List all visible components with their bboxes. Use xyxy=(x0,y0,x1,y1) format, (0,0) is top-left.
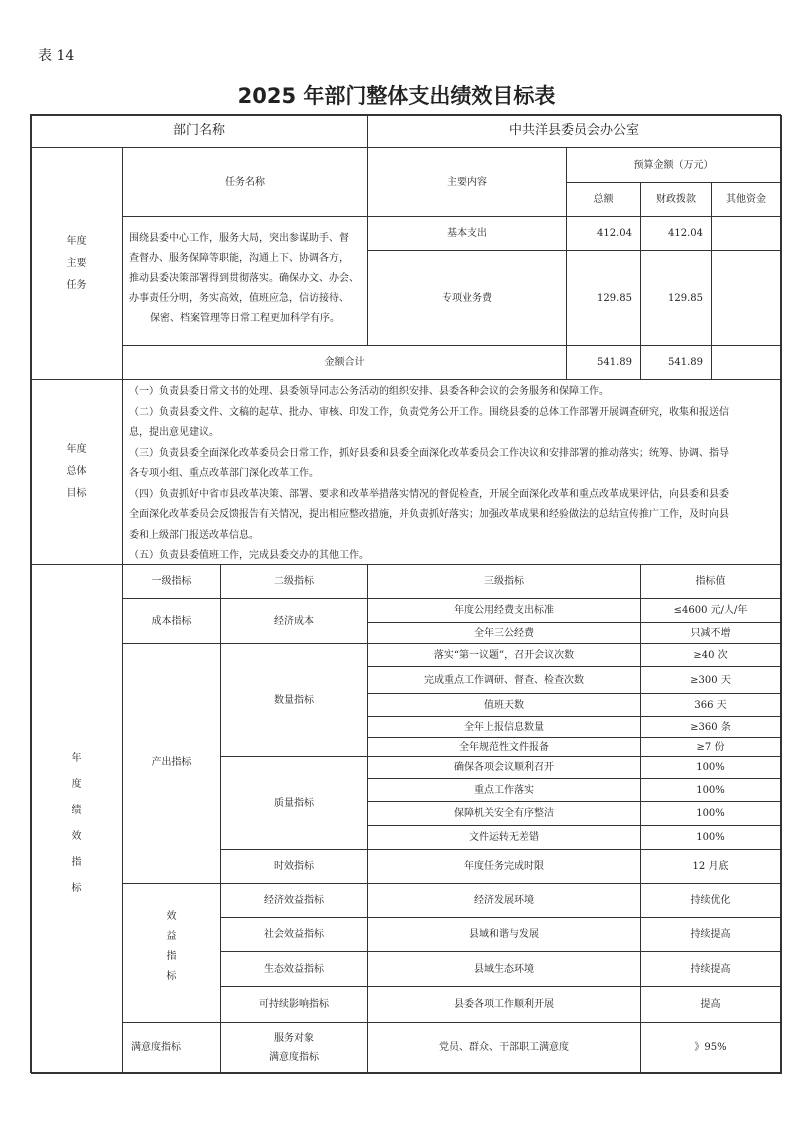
output-level1: 产出指标 xyxy=(122,643,221,884)
indicator-name: 全年三公经费 xyxy=(367,622,641,644)
objective-line: 委和上级部门报送改革信息。 xyxy=(129,529,259,541)
indicator-name: 县委各项工作顺利开展 xyxy=(367,986,641,1023)
benefit-level2: 社会效益指标 xyxy=(220,917,368,952)
header-level2: 二级指标 xyxy=(220,564,368,599)
satisfaction-level2: 服务对象 满意度指标 xyxy=(220,1022,368,1073)
objective-line: （二）负责县委文件、文稿的起草、批办、审核、印发工作，负责党务公开工作。围绕县委的总体工作部署开展调查研究，收集和报送信 xyxy=(129,406,729,418)
header-level3: 三级指标 xyxy=(367,564,641,599)
indicator-value: 12 月底 xyxy=(640,849,781,884)
indicator-value: 100% xyxy=(640,801,781,826)
objectives-text xyxy=(122,379,781,565)
objective-line: 各专项小组、重点改革部门深化改革工作。 xyxy=(129,468,319,479)
col-task-name: 任务名称 xyxy=(122,147,368,217)
indicator-value: 持续提高 xyxy=(640,917,781,952)
timeliness-level2: 时效指标 xyxy=(220,849,368,884)
objective-line: 息，提出意见建议。 xyxy=(129,427,219,438)
indicator-name: 县域和谐与发展 xyxy=(367,917,641,952)
quality-level2: 质量指标 xyxy=(220,756,368,850)
row-basic-fiscal: 412.04 xyxy=(640,216,712,251)
indicator-name: 保障机关安全有序整洁 xyxy=(367,801,641,826)
col-fiscal: 财政拨款 xyxy=(640,182,712,217)
task-description: 围绕县委中心工作，服务大局，突出参谋助手、督 查督办、服务保障等职能，沟通上下、协调各方， 推动县委决策部署得到贯彻落实。确保办文、办会、 办事责任分明，务实高效，值班应急，信访接待、 保密、档案管理等日常工程更加科学有序。 xyxy=(122,216,368,346)
header-value: 指标值 xyxy=(640,564,781,599)
indicator-name: 落实“第一议题”，召开会议次数 xyxy=(367,643,641,667)
indicator-value: 100% xyxy=(640,756,781,779)
indicator-value: ≥7 份 xyxy=(640,737,781,757)
sum-fiscal: 541.89 xyxy=(640,345,712,380)
col-total: 总额 xyxy=(566,182,641,217)
objective-line: 全面深化改革委员会反馈报告有关情况，提出相应整改措施，并负责抓好落实；加强改革成果和经验做法的总结宣传推广工作，及时向县 xyxy=(129,509,729,520)
objective-line: （三）负责县委全面深化改革委员会日常工作，抓好县委和县委全面深化改革委员会工作决议和安排部署的推动落实；统筹、协调、指导 xyxy=(129,447,729,459)
indicator-name: 党员、群众、干部职工满意度 xyxy=(367,1022,641,1073)
cost-level1: 成本指标 xyxy=(122,598,221,644)
indicator-value: 只减不增 xyxy=(640,622,781,644)
header-level1: 一级指标 xyxy=(122,564,221,599)
indicator-name: 重点工作落实 xyxy=(367,778,641,802)
table-number: 表 14 xyxy=(38,48,75,64)
objective-line: （五）负责县委值班工作，完成县委交办的其他工作。 xyxy=(129,550,369,561)
indicator-value: 》95% xyxy=(640,1022,781,1073)
indicator-value: 366 天 xyxy=(640,693,781,717)
indicator-value: ≥360 条 xyxy=(640,716,781,738)
sum-total: 541.89 xyxy=(566,345,641,380)
row-basic-total: 412.04 xyxy=(566,216,641,251)
indicator-value: 100% xyxy=(640,778,781,802)
benefit-level2: 可持续影响指标 xyxy=(220,986,368,1023)
indicator-name: 全年上报信息数量 xyxy=(367,716,641,738)
benefit-level2: 经济效益指标 xyxy=(220,883,368,918)
col-main-content: 主要内容 xyxy=(367,147,567,217)
indicator-name: 文件运转无差错 xyxy=(367,825,641,850)
objective-line: （一）负责县委日常文书的处理、县委领导同志公务活动的组织安排、县委各种会议的会务服务和保障工作。 xyxy=(129,386,609,397)
dept-value: 中共洋县委员会办公室 xyxy=(367,114,781,148)
sum-other xyxy=(711,345,781,380)
indicator-value: ≥300 天 xyxy=(640,666,781,694)
tasks-section-label: 年度 主要 任务 xyxy=(30,147,123,380)
col-other: 其他资金 xyxy=(711,182,781,217)
row-special-fiscal: 129.85 xyxy=(640,250,712,346)
benefit-level1: 效 益 指 标 xyxy=(122,883,221,1023)
objective-line: （四）负责抓好中省市县改革决策、部署、要求和改革举措落实情况的督促检查，开展全面深化改革和重点改革成果评估，向县委和县委 xyxy=(129,488,729,500)
col-budget: 预算金额（万元） xyxy=(566,147,781,183)
page-title: 2025 年部门整体支出绩效目标表 xyxy=(237,84,556,108)
indicator-value: ≥40 次 xyxy=(640,643,781,667)
indicator-value: 100% xyxy=(640,825,781,850)
objectives-section-label: 年度 总体 目标 xyxy=(30,379,123,565)
indicator-value: 提高 xyxy=(640,986,781,1023)
sum-label: 金额合计 xyxy=(122,345,567,380)
row-basic-other xyxy=(711,216,781,251)
quantity-level2: 数量指标 xyxy=(220,643,368,757)
row-basic-content: 基本支出 xyxy=(367,216,567,251)
indicator-name: 年度任务完成时限 xyxy=(367,849,641,884)
indicator-value: 持续优化 xyxy=(640,883,781,918)
row-special-content: 专项业务费 xyxy=(367,250,567,346)
indicator-value: 持续提高 xyxy=(640,951,781,987)
performance-section-label: 年 度 绩 效 指 标 xyxy=(30,564,123,1073)
cost-level2: 经济成本 xyxy=(220,598,368,644)
indicator-name: 确保各项会议顺利召开 xyxy=(367,756,641,779)
satisfaction-level1: 满意度指标 xyxy=(122,1022,221,1073)
indicator-name: 完成重点工作调研、督查、检查次数 xyxy=(367,666,641,694)
benefit-level2: 生态效益指标 xyxy=(220,951,368,987)
indicator-name: 值班天数 xyxy=(367,693,641,717)
indicator-name: 全年规范性文件报备 xyxy=(367,737,641,757)
indicator-value: ≤4600 元/人/年 xyxy=(640,598,781,623)
indicator-name: 县域生态环境 xyxy=(367,951,641,987)
dept-label: 部门名称 xyxy=(30,114,368,148)
indicator-name: 经济发展环境 xyxy=(367,883,641,918)
row-special-other xyxy=(711,250,781,346)
indicator-name: 年度公用经费支出标准 xyxy=(367,598,641,623)
row-special-total: 129.85 xyxy=(566,250,641,346)
